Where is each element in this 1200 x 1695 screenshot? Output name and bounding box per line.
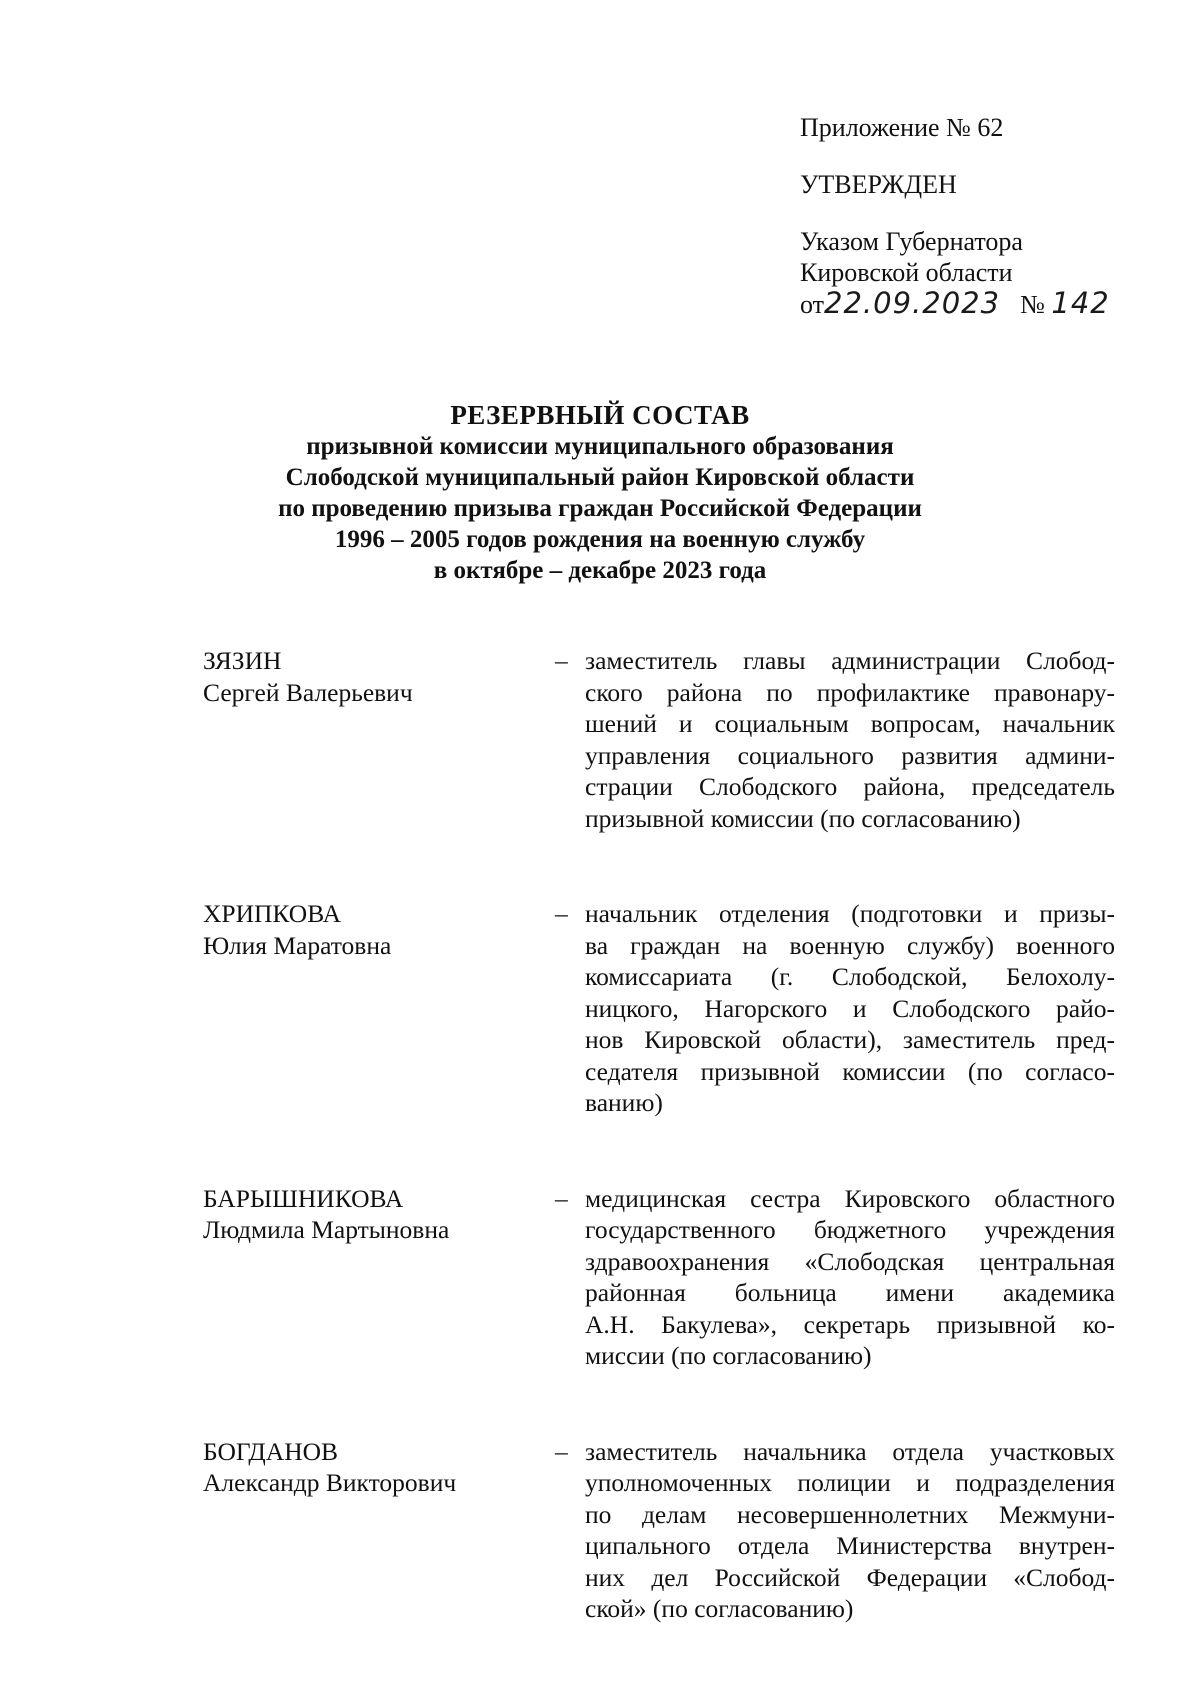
- position-line: шений и социальным вопросам, начальник: [585, 709, 1115, 738]
- member-given-name: Сергей Валерьевич: [203, 677, 413, 707]
- position-line: уполномоченных полиции и подразделения: [585, 1468, 1115, 1497]
- position-line: ципального отдела Министерства внутрен-: [585, 1531, 1115, 1560]
- position-line: ницкого, Нагорского и Слободского райо-: [585, 993, 1115, 1023]
- member-name: [203, 1436, 555, 1625]
- position-line: нов Кировской области), заместитель пред-: [585, 1025, 1115, 1054]
- position-line: миссии (по согласованию): [585, 1341, 872, 1370]
- title-line-1: призывной комиссии муниципального образования: [306, 433, 894, 460]
- position-line: призывной комиссии (по согласованию): [585, 803, 1021, 833]
- member-given-name: Юлия Маратовна: [203, 930, 392, 960]
- position-line: ванию): [585, 1088, 663, 1117]
- decree-number-handwritten: 142: [1051, 286, 1110, 320]
- position-line: страции Слободского района, председатель: [585, 772, 1115, 801]
- position-line: заместитель главы администрации Слобод-: [585, 646, 1115, 675]
- member-dash: –: [555, 1436, 568, 1466]
- member-entry: [203, 1436, 1118, 1625]
- member-position: [585, 1183, 1115, 1372]
- position-line: седателя призывной комиссии (по согласо-: [585, 1056, 1115, 1086]
- number-prefix: №: [1020, 290, 1045, 319]
- position-line: ва граждан на военную службу) военного: [585, 930, 1115, 960]
- member-position: [585, 645, 1115, 834]
- member-dash: –: [555, 1183, 568, 1213]
- member-position: [585, 898, 1115, 1119]
- title-line-4: 1996 – 2005 годов рождения на военную службу: [334, 526, 866, 553]
- position-line: начальник отделения (подготовки и призы-: [585, 899, 1115, 928]
- member-position: [585, 1436, 1115, 1625]
- position-line: А.Н. Бакулева», секретарь призывной ко-: [585, 1309, 1115, 1339]
- member-entry: [203, 645, 1118, 834]
- decree-date-line: [800, 288, 1160, 320]
- title-line-5: в октябре – декабре 2023 года: [433, 557, 767, 584]
- member-list: [203, 645, 1118, 1625]
- member-surname: БАРЫШНИКОВА: [203, 1183, 404, 1213]
- member-dash: –: [555, 899, 568, 928]
- position-line: государственного бюджетного учреждения: [585, 1215, 1115, 1244]
- position-line: медицинская сестра Кировского областного: [585, 1183, 1115, 1213]
- position-line: заместитель начальника отдела участковых: [585, 1436, 1115, 1466]
- member-given-name: Александр Викторович: [203, 1468, 457, 1497]
- member-entry: [203, 1183, 1118, 1372]
- approved-by-line-1: Указом Губернатора: [800, 227, 1023, 256]
- position-line: по делам несовершеннолетних Межмуни-: [585, 1499, 1115, 1529]
- position-line: здравоохранения «Слободская центральная: [585, 1246, 1115, 1276]
- member-surname: ЗЯЗИН: [203, 646, 282, 675]
- position-line: комиссариата (г. Слободской, Белохолу-: [585, 962, 1115, 991]
- position-line: них дел Российской Федерации «Слобод-: [585, 1562, 1115, 1592]
- member-name: [203, 898, 555, 1119]
- member-surname: БОГДАНОВ: [203, 1436, 339, 1466]
- approved-by-line-2: Кировской области: [800, 258, 1013, 287]
- document-title: [220, 400, 980, 586]
- title-line-3: по проведению призыва граждан Российской Федерации: [278, 495, 922, 522]
- appendix-number: Приложение № 62: [800, 113, 1004, 142]
- member-given-name: Людмила Мартыновна: [203, 1215, 450, 1244]
- approved-label: УТВЕРЖДЕН: [800, 170, 957, 199]
- member-surname: ХРИПКОВА: [203, 899, 342, 928]
- position-line: ского района по профилактике правонару-: [585, 677, 1115, 707]
- approval-block: [800, 112, 1160, 320]
- position-line: ской» (по согласованию): [585, 1594, 854, 1623]
- member-name: [203, 1183, 555, 1372]
- member-name: [203, 645, 555, 834]
- decree-date-handwritten: 22.09.2023: [824, 286, 1001, 320]
- position-line: управления социального развития админи-: [585, 740, 1115, 770]
- title-main: РЕЗЕРВНЫЙ СОСТАВ: [450, 400, 750, 430]
- member-dash: –: [555, 646, 568, 675]
- title-line-2: Слободской муниципальный район Кировской области: [285, 464, 915, 491]
- date-prefix: от: [800, 290, 825, 319]
- member-entry: [203, 898, 1118, 1119]
- position-line: районная больница имени академика: [585, 1278, 1115, 1307]
